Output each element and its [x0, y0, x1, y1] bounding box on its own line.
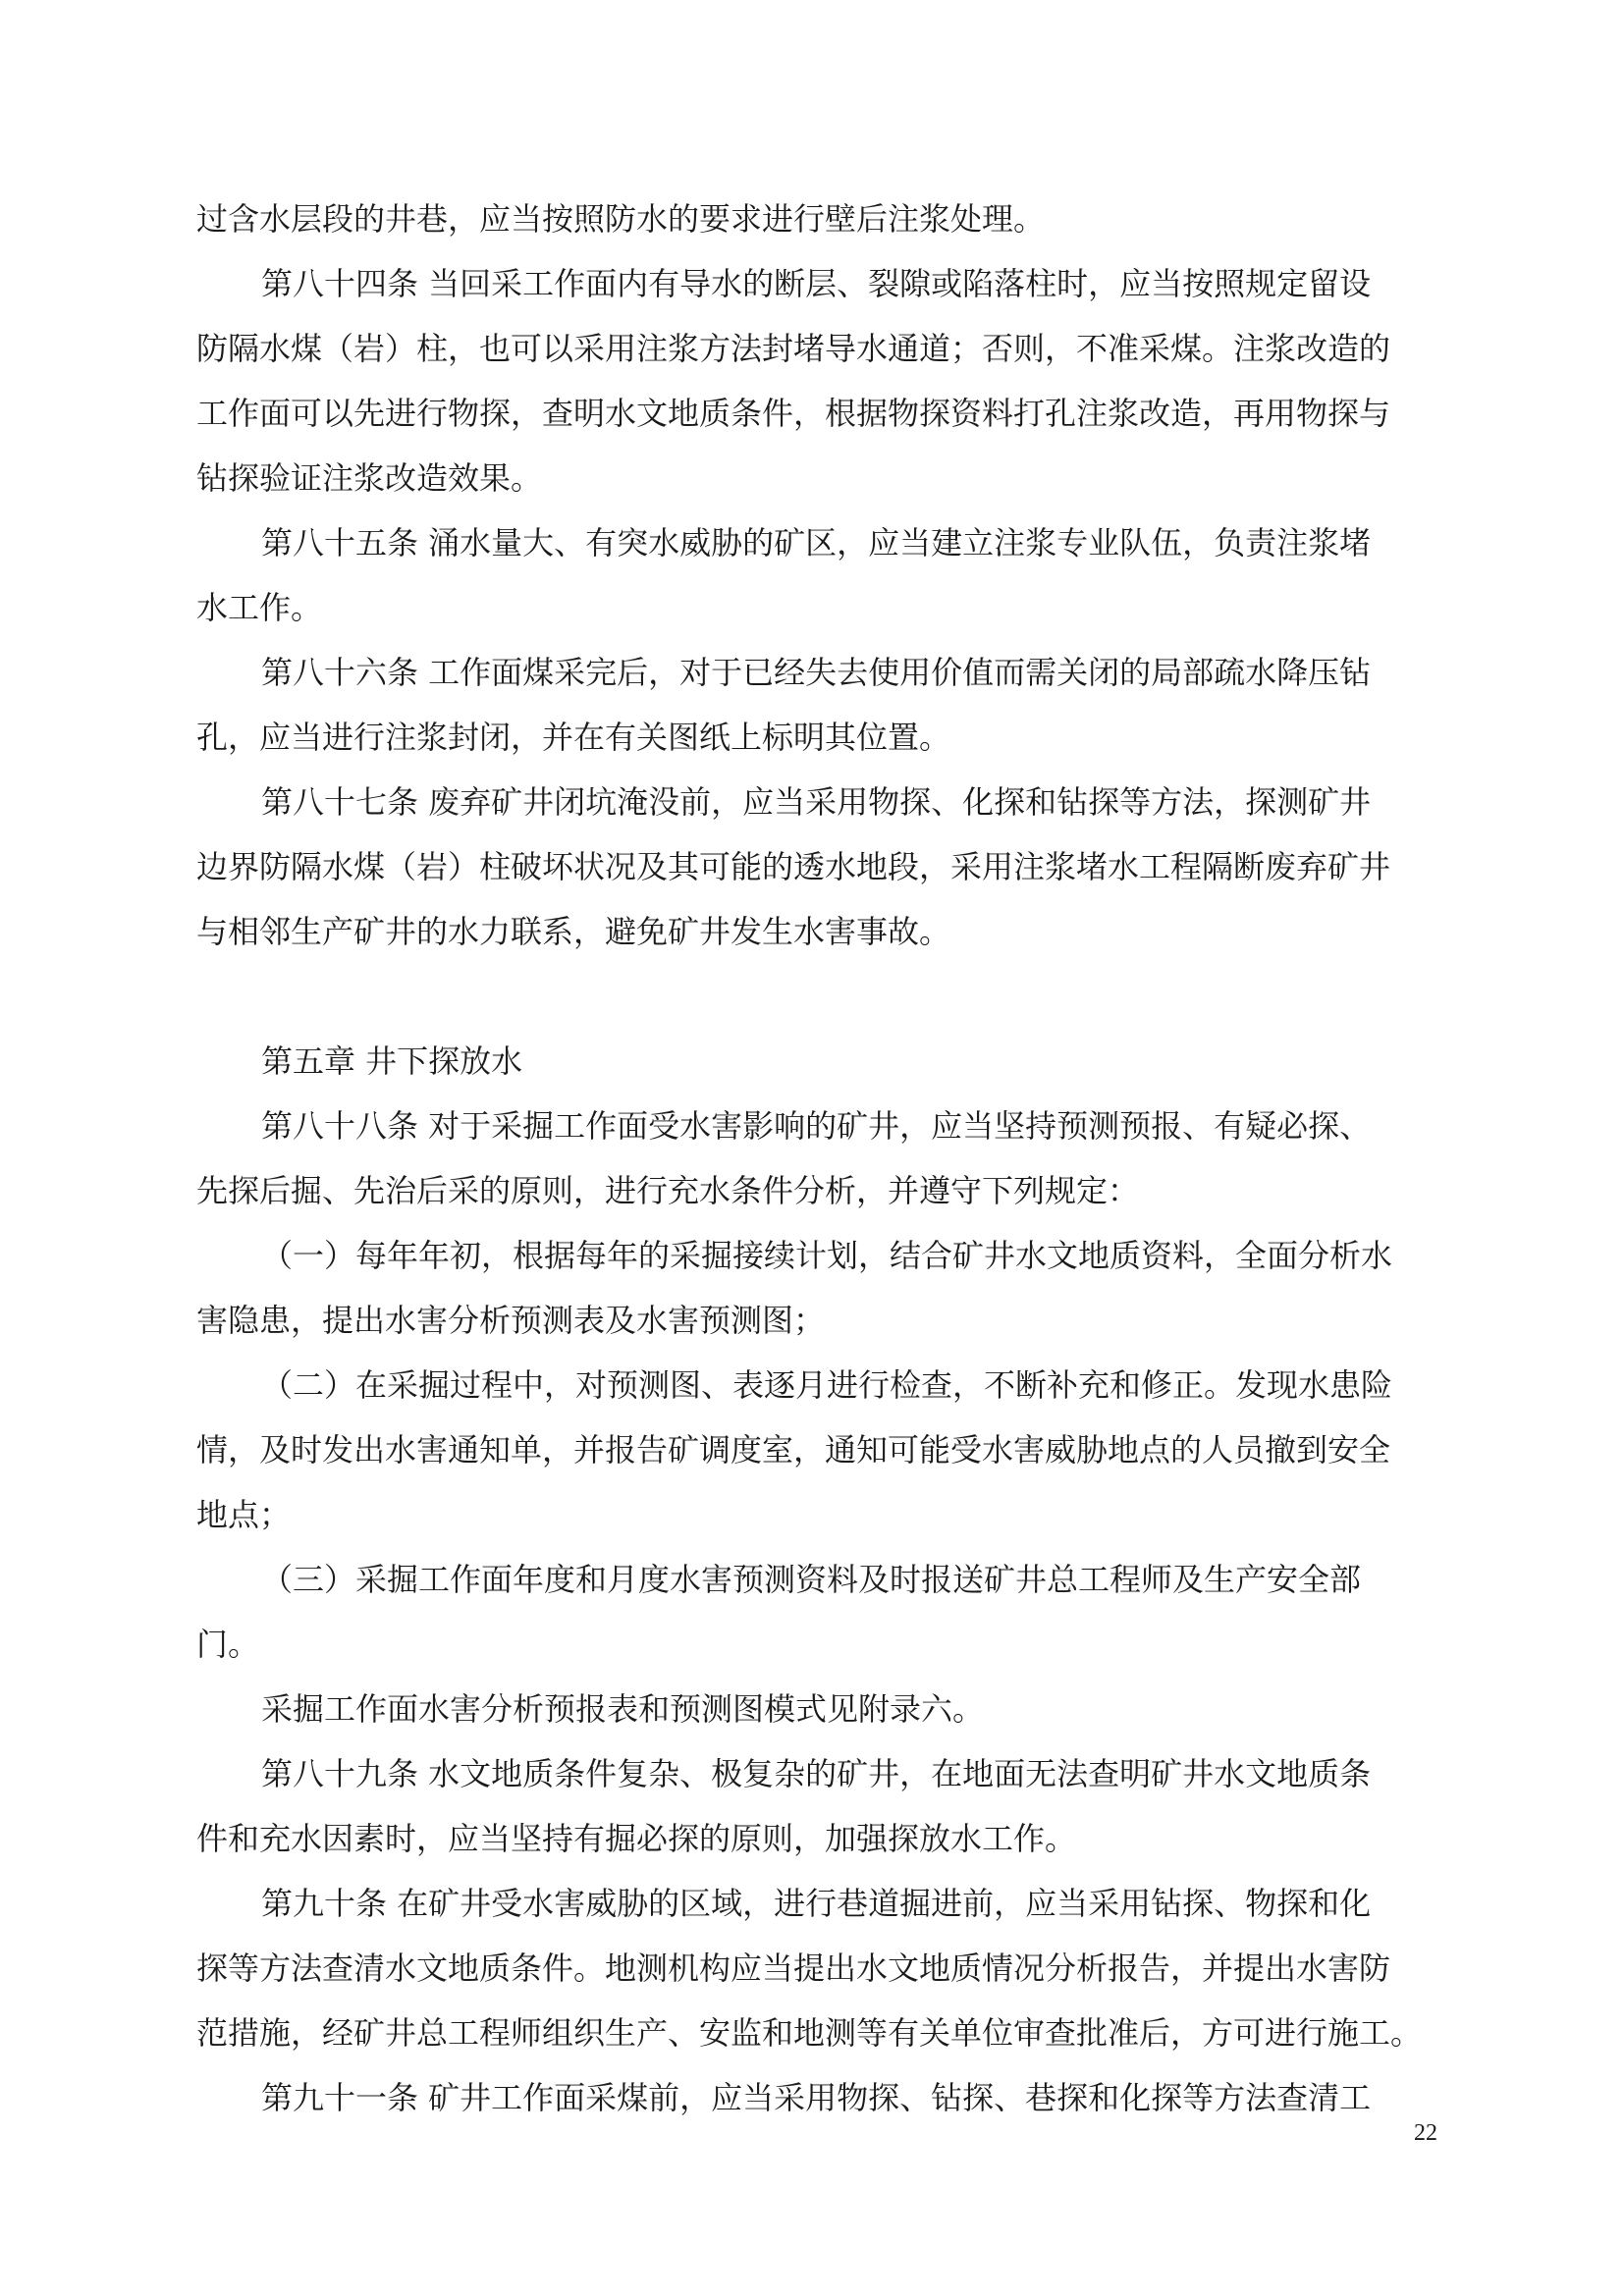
- text-line: 工作面可以先进行物探，查明水文地质条件，根据物探资料打孔注浆改造，再用物探与: [196, 395, 1391, 432]
- clause-2-line: （二）在采掘过程中，对预测图、表逐月进行检查，不断补充和修正。发现水患险: [261, 1366, 1393, 1404]
- clause-1-line: （一）每年年初，根据每年的采掘接续计划，结合矿井水文地质资料，全面分析水: [261, 1237, 1393, 1274]
- text-line: 情，及时发出水害通知单，并报告矿调度室，通知可能受水害威胁地点的人员撤到安全: [196, 1431, 1391, 1468]
- text-line: 与相邻生产矿井的水力联系，避免矿井发生水害事故。: [196, 913, 951, 950]
- text-line: 探等方法查清水文地质条件。地测机构应当提出水文地质情况分析报告，并提出水害防: [196, 1949, 1391, 1987]
- text-line: 防隔水煤（岩）柱，也可以采用注浆方法封堵导水通道；否则，不准采煤。注浆改造的: [196, 330, 1391, 367]
- text-line: 件和充水因素时，应当坚持有掘必探的原则，加强探放水工作。: [196, 1820, 1077, 1857]
- article-87-line: 第八十七条 废弃矿井闭坑淹没前，应当采用物探、化探和钻探等方法，探测矿井: [261, 783, 1372, 821]
- text-line: 孔，应当进行注浆封闭，并在有关图纸上标明其位置。: [196, 719, 951, 756]
- text-line: 过含水层段的井巷，应当按照防水的要求进行壁后注浆处理。: [196, 200, 1046, 238]
- section-gap: [196, 964, 1434, 1029]
- clause-3-line: （三）采掘工作面年度和月度水害预测资料及时报送矿井总工程师及生产安全部: [261, 1561, 1362, 1598]
- article-85-line: 第八十五条 涌水量大、有突水威胁的矿区，应当建立注浆专业队伍，负责注浆堵: [261, 524, 1372, 561]
- article-84-line: 第八十四条 当回采工作面内有导水的断层、裂隙或陷落柱时，应当按照规定留设: [261, 265, 1372, 302]
- text-line: 地点；: [196, 1496, 292, 1533]
- text-line: 范措施，经矿井总工程师组织生产、安监和地测等有关单位审查批准后，方可进行施工。: [196, 2014, 1423, 2052]
- text-line: 边界防隔水煤（岩）柱破坏状况及其可能的透水地段，采用注浆堵水工程隔断废弃矿井: [196, 848, 1391, 885]
- page-number: 22: [1414, 2120, 1437, 2146]
- article-90-line: 第九十条 在矿井受水害威胁的区域，进行巷道掘进前，应当采用钻探、物探和化: [261, 1885, 1372, 1922]
- text-line: 先探后掘、先治后采的原则，进行充水条件分析，并遵守下列规定：: [196, 1172, 1140, 1209]
- article-86-line: 第八十六条 工作面煤采完后，对于已经失去使用价值而需关闭的局部疏水降压钻: [261, 654, 1372, 691]
- text-line: 害隐患，提出水害分析预测表及水害预测图；: [196, 1302, 826, 1339]
- document-body: [196, 187, 1434, 2130]
- text-line: 门。: [196, 1626, 260, 1663]
- article-89-line: 第八十九条 水文地质条件复杂、极复杂的矿井，在地面无法查明矿井水文地质条: [261, 1755, 1372, 1792]
- article-91-line: 第九十一条 矿井工作面采煤前，应当采用物探、钻探、巷探和化探等方法查清工: [261, 2079, 1372, 2116]
- appendix-note-line: 采掘工作面水害分析预报表和预测图模式见附录六。: [261, 1690, 985, 1728]
- chapter-heading: 第五章 井下探放水: [261, 1042, 523, 1080]
- text-line: 水工作。: [196, 589, 323, 626]
- article-88-line: 第八十八条 对于采掘工作面受水害影响的矿井，应当坚持预测预报、有疑必探、: [261, 1107, 1372, 1145]
- text-line: 钻探验证注浆改造效果。: [196, 459, 543, 497]
